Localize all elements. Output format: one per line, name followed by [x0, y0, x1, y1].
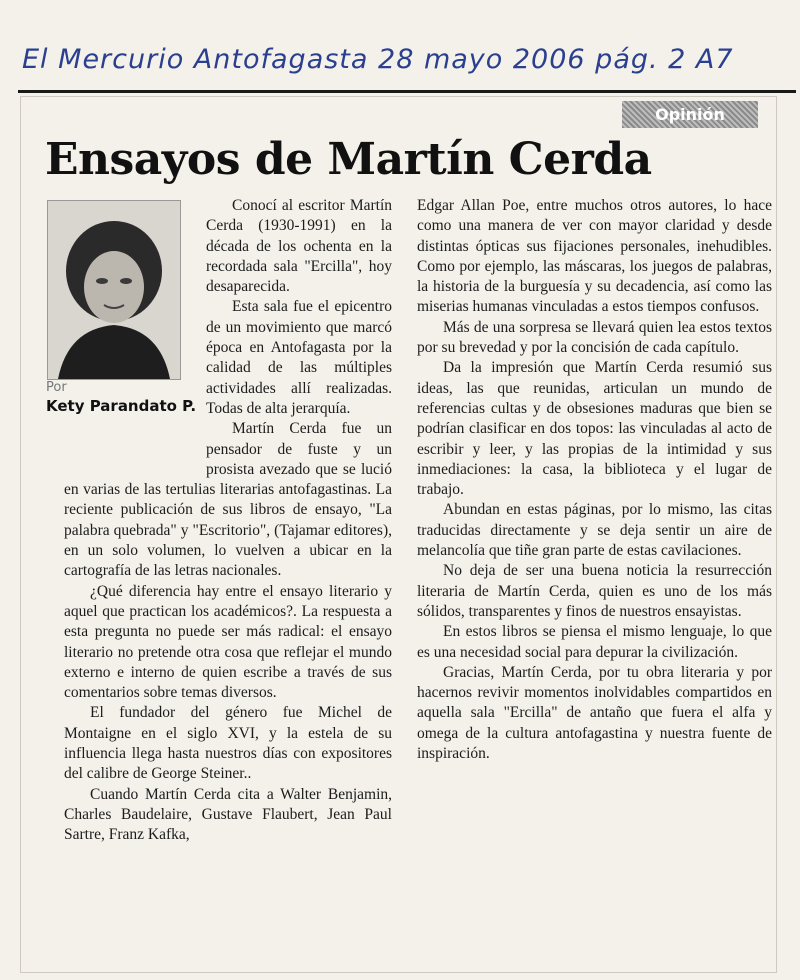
author-name: Kety Parandato P.	[46, 397, 197, 415]
paragraph: Más de una sorpresa se llevará quien lea estos textos por su brevedad y por la concisión de cada capítulo.	[417, 318, 772, 357]
photo-text-wrap	[46, 196, 206, 466]
header-rule	[18, 90, 796, 93]
byline-prefix: Por	[46, 380, 67, 395]
section-label: Opinión	[622, 101, 758, 128]
article-column-2	[417, 196, 772, 764]
paragraph: Esta sala fue el epicentro de un movimiento que marcó época en Antofagasta por la calidad de las múltiples actividades allí realizadas. Todas de alta jerarquía.	[206, 298, 392, 417]
paragraph: Abundan en estas páginas, por lo mismo, las citas traducidas directamente y se deja sentir un aire de melancolía que tiñe gran parte de estas cavilaciones.	[417, 501, 772, 560]
paragraph: Edgar Allan Poe, entre muchos otros autores, lo hace como una manera de ver con mayor claridad y desde distintas ópticas sus fijaciones personales, inehudibles. Como por ejemplo, las máscaras, los juegos de palabras, la historia de la burguesía y su decadencia, así como las miserias humanas vinculadas a estos tiempos confusos.	[417, 197, 772, 316]
paragraph: Cuando Martín Cerda cita a Walter Benjamin, Charles Baudelaire, Gustave Flaubert, Jean Paul Sartre, Franz Kafka,	[64, 785, 392, 844]
paragraph: No deja de ser una buena noticia la resurrección literaria de Martín Cerda, quien es uno de los más sólidos, transparentes y finos de nuestros ensayistas.	[417, 562, 772, 620]
paragraph: Da la impresión que Martín Cerda resumió sus ideas, las que reunidas, articulan un mundo de referencias cultas y de obsesiones maduras que bien se podrían clasificar en dos topos: las vinculadas al acto de escribir y leer, y las propias de la intimidad y sus inmediaciones: la casa, la biblioteca y el lugar de trabajo.	[417, 359, 772, 499]
paragraph: Gracias, Martín Cerda, por tu obra literaria y por hacernos revivir momentos inolvidables compartidos en aquella sala "Ercilla" de antaño que fuera el alfa y omega de la cultura antofagastina y nuestra fuente de inspiración.	[417, 663, 772, 763]
paragraph: En estos libros se piensa el mismo lenguaje, lo que es una necesidad social para depurar la civilización.	[417, 623, 772, 661]
paragraph: Conocí al escritor Martín Cerda (1930-1991) en la década de los ochenta en la recordada sala "Ercilla", hoy desaparecida.	[206, 197, 392, 296]
paragraph: El fundador del género fue Michel de Montaigne en el siglo XVI, y la estela de su influencia llega hasta nuestros días con expositores del calibre de George Steiner..	[64, 704, 392, 783]
paragraph: Martín Cerda fue un pensador de fuste y un prosista avezado que se lució en varias de las tertulias literarias antofagastinas. La reciente publicación de sus libros de ensayo, "La palabra quebrada" y "Escritorio", (Tajamar editores), en un solo volumen, lo vuelven a ubicar en la cartografía de las letras nacionales.	[64, 420, 392, 580]
article-column-1	[64, 196, 392, 846]
paragraph: ¿Qué diferencia hay entre el ensayo literario y aquel que practican los académicos?. La respuesta a esta pregunta no puede ser más radical: el ensayo literario no pretende otra cosa que reflejar el mundo externo e interno de quien escribe a través de sus comentarios sobre temas diversos.	[64, 582, 392, 702]
source-annotation: El Mercurio Antofagasta 28 mayo 2006 pág. 2 A7	[22, 44, 734, 75]
article-title: Ensayos de Martín Cerda	[45, 134, 652, 185]
